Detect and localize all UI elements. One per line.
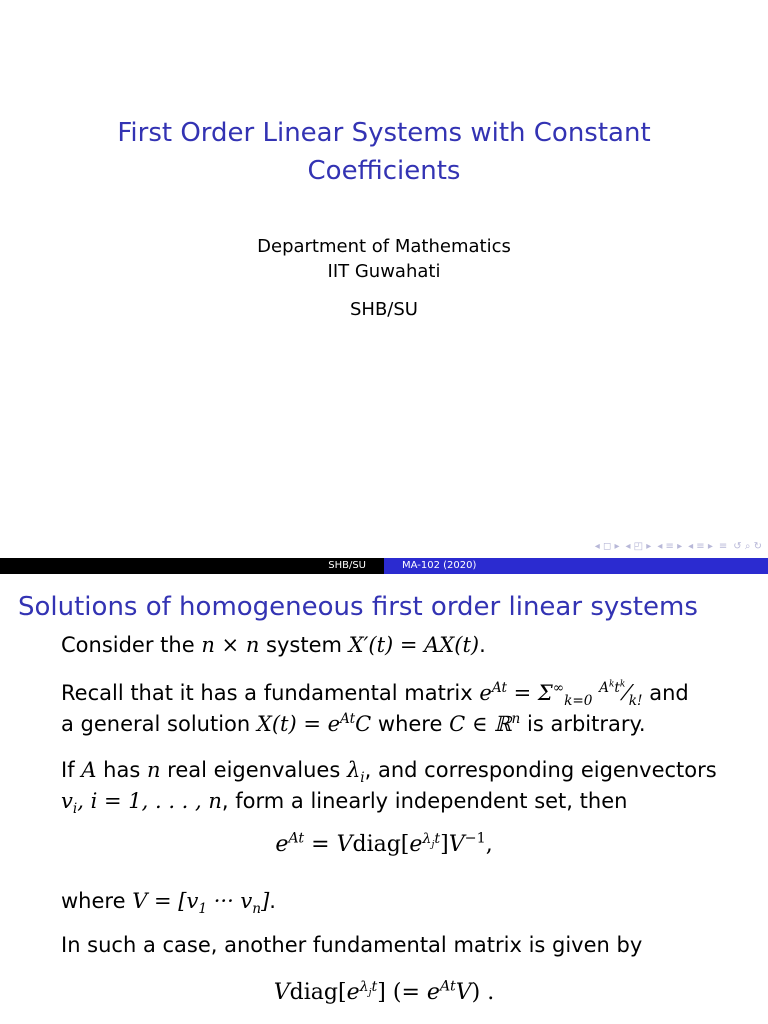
paragraph-consider: Consider the n × n system X′(t) = AX(t). <box>61 633 486 657</box>
presentation-title <box>0 114 768 190</box>
text: , and corresponding eigenvectors <box>364 758 717 782</box>
math-inline: A <box>81 758 97 782</box>
math-inline: $v_i$, i = 1, . . . , n <box>61 789 222 818</box>
math-inline: $V = [v_1$ ··· $v_n$] <box>132 889 270 918</box>
math-inline: n <box>146 758 161 782</box>
text: real eigenvalues <box>167 758 341 782</box>
math-inline: $e^{At} = \Sigma^\infty_{k=0}$ $^{A^kt^k}⁄_{k!}$ <box>479 679 643 710</box>
text: Consider the <box>61 633 195 657</box>
math-inline: X′(t) = AX(t) <box>348 633 480 657</box>
equation-fundamental-matrix: $Vdiag[e^{\lambda_jt}]$ (= $e^{At}V$) . <box>273 978 495 1005</box>
nav-subsection-icon[interactable]: ◂ ≡ ▸ <box>657 540 683 552</box>
nav-align-icon[interactable]: ≡ <box>718 540 728 552</box>
text: is arbitrary. <box>527 712 646 736</box>
footer-course: MA-102 (2020) <box>384 558 768 574</box>
slide-footer <box>0 558 768 574</box>
content-slide <box>0 574 768 1024</box>
title-line-2: Coefficients <box>307 156 461 186</box>
frame-title: Solutions of homogeneous first order linear systems <box>18 592 698 622</box>
math-inline: n <box>245 633 260 657</box>
nav-frame-icon[interactable]: ◂ ◰ ▸ <box>625 540 652 552</box>
title-line-1: First Order Linear Systems with Constant <box>117 118 651 148</box>
nav-section-icon[interactable]: ◂ ≡ ▸ <box>688 540 713 552</box>
beamer-navigation-bar <box>595 539 762 553</box>
text: , form a linearly independent set, then <box>221 789 628 813</box>
equation-matrix-exponential: $e^{At}$ = $Vdiag[e^{\lambda_jt}]V^{-1}$, <box>275 830 493 857</box>
institute: IIT Guwahati <box>327 261 441 282</box>
paragraph-where: where $V = [v_1$ ··· $v_n$]. <box>61 889 276 918</box>
math-inline: n <box>201 633 215 657</box>
department: Department of Mathematics <box>257 236 511 257</box>
text: a general solution <box>61 712 251 736</box>
text: has <box>103 758 141 782</box>
nav-search-icon[interactable]: ↺ ⌕ ↻ <box>733 540 762 552</box>
text: system <box>266 633 342 657</box>
math-inline: × <box>221 633 240 657</box>
text: where <box>377 712 443 736</box>
paragraph-eigen <box>61 755 731 817</box>
author: SHB/SU <box>350 299 418 320</box>
text: Recall that it has a fundamental matrix <box>61 681 473 705</box>
paragraph-recall <box>61 678 731 740</box>
math-inline: $X(t) = e^{At}C$ <box>256 711 372 736</box>
math-inline: $\lambda_i$ <box>346 758 365 787</box>
affiliation <box>0 234 768 284</box>
text: where <box>61 889 126 913</box>
text: If <box>61 758 75 782</box>
footer-author: SHB/SU <box>0 558 384 574</box>
text: and <box>649 681 689 705</box>
nav-first-icon[interactable]: ◂ ◻ ▸ <box>594 540 620 552</box>
paragraph-another: In such a case, another fundamental matrix is given by <box>61 933 643 957</box>
math-inline: C ∈ ℝ$^n$ <box>449 711 521 736</box>
